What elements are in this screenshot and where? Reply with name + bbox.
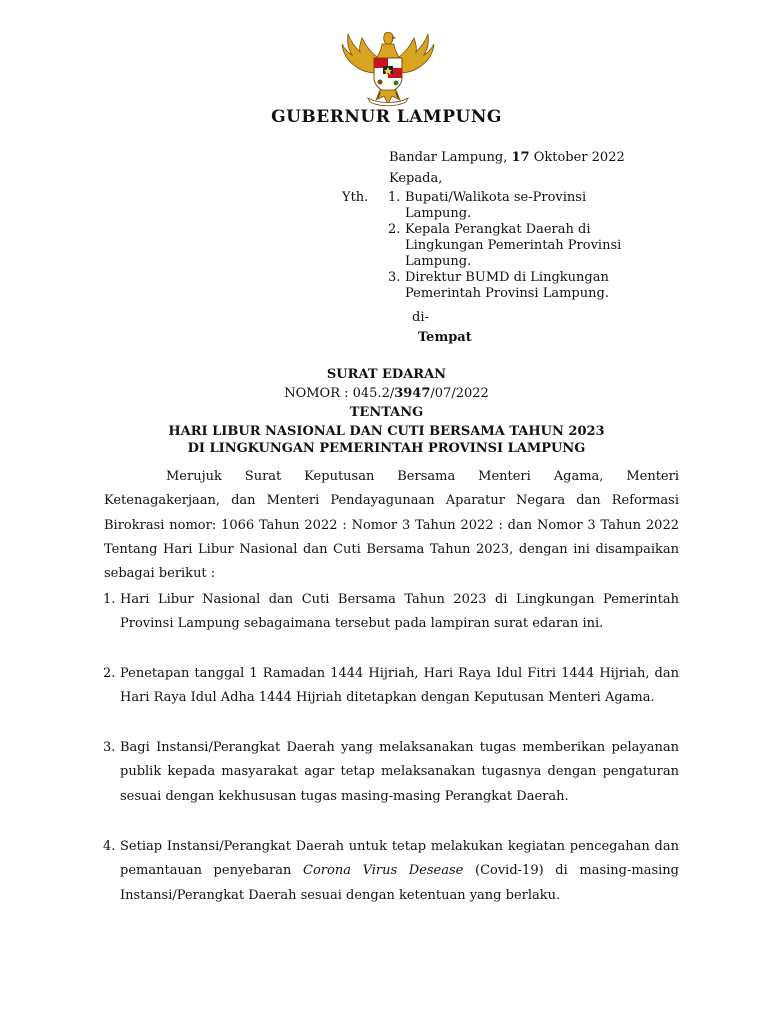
item-number: 4. [103, 839, 116, 854]
list-item: Setiap Instansi/Perangkat Daerah untuk tetap melakukan kegiatan pencegahan dan pemantauan penyebaran Corona Virus Desease (Covid-19) di masing-masing Instansi/Perangkat Daerah sesuai dengan ketentuan yang berlaku. [120, 839, 679, 903]
recipient-list [388, 190, 668, 302]
item-number: 1. [103, 592, 116, 607]
tempat-label: Tempat [418, 330, 472, 345]
recipient-item: 3. Direktur BUMD di Lingkungan Pemerintah Provinsi Lampung. [388, 270, 609, 301]
document-title: GUBERNUR LAMPUNG [271, 107, 502, 127]
list-item: Penetapan tanggal 1 Ramadan 1444 Hijriah, Hari Raya Idul Fitri 1444 Hijriah, dan Hari Raya Idul Adha 1444 Hijriah ditetapkan dengan Keputusan Menteri Agama. [120, 666, 679, 706]
date-day: 17 [511, 150, 530, 165]
tentang-label: TENTANG [349, 405, 424, 420]
kepada-label: Kepada, [389, 171, 443, 186]
yth-label: Yth. [342, 190, 369, 205]
italic-term: Corona Virus Desease [303, 863, 464, 879]
date-month-year: Oktober 2022 [533, 150, 625, 165]
list-item: Hari Libur Nasional dan Cuti Bersama Tahun 2023 di Lingkungan Pemerintah Provinsi Lampung sebagaimana tersebut pada lampiran surat edaran ini. [120, 592, 679, 632]
garuda-emblem-icon [338, 28, 438, 108]
list-item: Bagi Instansi/Perangkat Daerah yang melaksanakan tugas memberikan pelayanan publik kepada masyarakat agar tetap melaksanakan tugasnya dengan pengaturan sesuai dengan kekhususan tugas masing-masing Perangkat Daerah. [120, 740, 679, 804]
intro-paragraph: Merujuk Surat Keputusan Bersama Menteri Agama, Menteri Ketenagakerjaan, dan Menteri Pendayagunaan Aparatur Negara dan Reformasi Birokrasi nomor: 1066 Tahun 2022 : Nomor 3 Tahun 2022 : dan Nomor 3 Tahun 2022 Tentang Hari Libur Nasional dan Cuti Bersama Tahun 2023, dengan ini disampaikan sebagai berikut : [104, 469, 679, 582]
item-number: 2. [103, 666, 116, 681]
surat-edaran-label: SURAT EDARAN [326, 367, 447, 382]
recipient-item: 2. Kepala Perangkat Daerah di Lingkungan Pemerintah Provinsi Lampung. [388, 222, 622, 269]
nomor-number: 3947 [394, 386, 431, 401]
item-number: 3. [103, 740, 116, 755]
nomor-line: NOMOR : 045.2/3947/07/2022 [284, 386, 489, 401]
di-label: di- [412, 310, 429, 325]
recipient-item: 1. Bupati/Walikota se-Provinsi Lampung. [388, 190, 587, 221]
subject-line-1: HARI LIBUR NASIONAL DAN CUTI BERSAMA TAHUN 2023 [168, 424, 605, 439]
subject-line-2: DI LINGKUNGAN PEMERINTAH PROVINSI LAMPUNG [187, 441, 586, 456]
place-date-line [389, 150, 625, 166]
place-date-label: Bandar Lampung, [389, 150, 508, 165]
